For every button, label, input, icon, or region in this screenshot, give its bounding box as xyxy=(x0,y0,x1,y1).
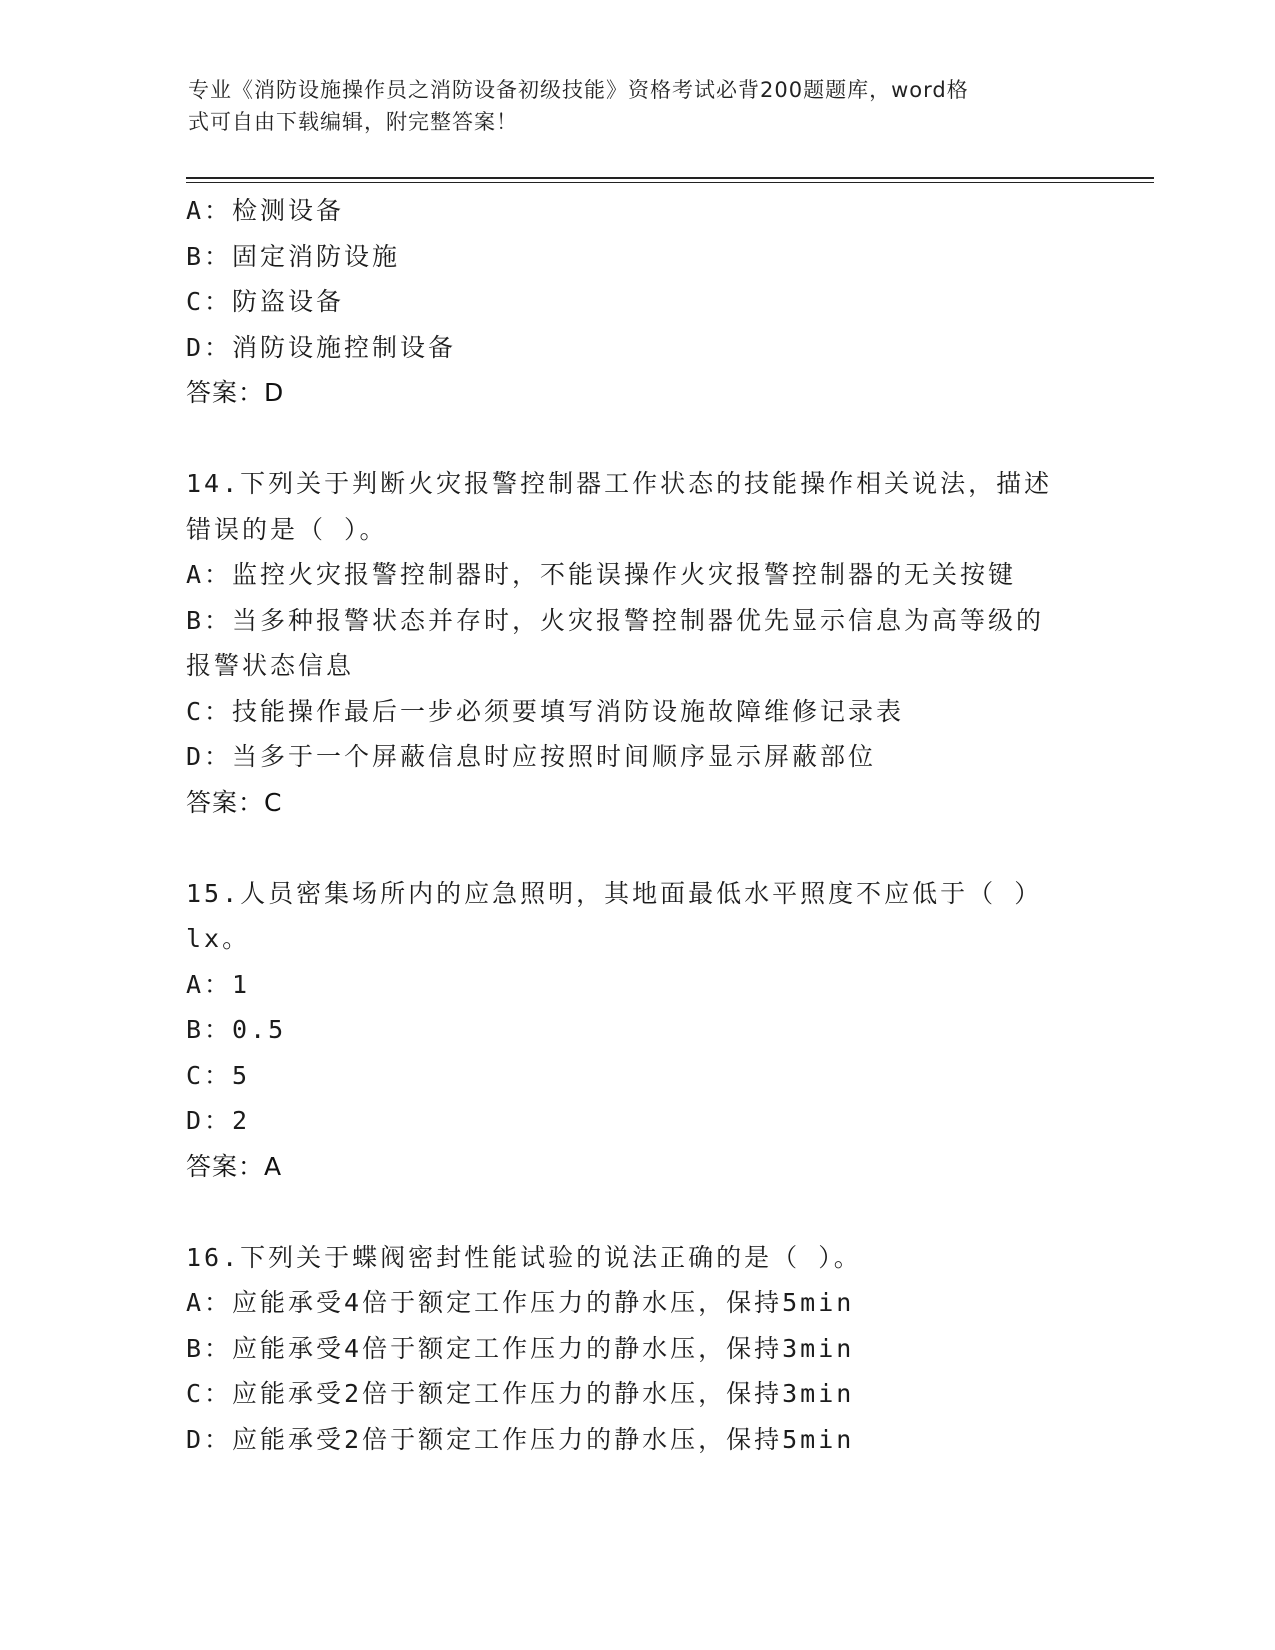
question-14 xyxy=(186,461,1086,825)
question-15 xyxy=(186,871,1086,1190)
option-d: D：当多于一个屏蔽信息时应按照时间顺序显示屏蔽部位 xyxy=(186,742,877,771)
answer: 答案：C xyxy=(186,787,283,817)
option-a: A：1 xyxy=(186,969,251,999)
question-16 xyxy=(186,1235,1086,1463)
option-d: D：2 xyxy=(186,1106,251,1135)
document-header xyxy=(188,74,1058,138)
question-stem: 15.人员密集场所内的应急照明，其地面最低水平照度不应低于（ ） xyxy=(186,878,1043,908)
option-b: B：0.5 xyxy=(186,1015,287,1044)
spacer xyxy=(186,825,1086,871)
option-a: A：检测设备 xyxy=(186,196,345,225)
header-divider-thick xyxy=(186,177,1154,179)
option-c: C：技能操作最后一步必须要填写消防设施故障维修记录表 xyxy=(186,696,905,726)
question-list xyxy=(186,188,1086,1462)
option-a: A：监控火灾报警控制器时，不能误操作火灾报警控制器的无关按键 xyxy=(186,560,1017,589)
question-stem: 14.下列关于判断火灾报警控制器工作状态的技能操作相关说法，描述 xyxy=(186,469,1053,498)
option-a: A：应能承受4倍于额定工作压力的静水压，保持5min xyxy=(186,1288,855,1317)
question-13 xyxy=(186,188,1086,416)
answer: 答案：D xyxy=(186,378,285,407)
question-stem: 16.下列关于蝶阀密封性能试验的说法正确的是（ ）。 xyxy=(186,1242,862,1272)
option-b: B：当多种报警状态并存时，火灾报警控制器优先显示信息为高等级的 xyxy=(186,605,1045,635)
option-b: B：应能承受4倍于额定工作压力的静水压，保持3min xyxy=(186,1333,855,1363)
option-c: C：5 xyxy=(186,1060,251,1090)
spacer xyxy=(186,1189,1086,1235)
option-d: D：消防设施控制设备 xyxy=(186,332,457,362)
option-b-cont: 报警状态信息 xyxy=(186,651,355,680)
question-stem-cont: 错误的是（ ）。 xyxy=(186,514,388,544)
option-d: D：应能承受2倍于额定工作压力的静水压，保持5min xyxy=(186,1424,855,1454)
header-divider-thin xyxy=(186,182,1154,183)
question-stem-cont: lx。 xyxy=(186,924,251,953)
option-c: C：应能承受2倍于额定工作压力的静水压，保持3min xyxy=(186,1379,855,1408)
option-c: C：防盗设备 xyxy=(186,287,345,316)
answer: 答案：A xyxy=(186,1151,283,1181)
option-b: B：固定消防设施 xyxy=(186,241,401,271)
spacer xyxy=(186,416,1086,462)
header-line-2: 式可自由下载编辑，附完整答案！ xyxy=(188,110,518,134)
header-line-1: 专业《消防设施操作员之消防设备初级技能》资格考试必背200题题库，word格 xyxy=(188,78,969,102)
